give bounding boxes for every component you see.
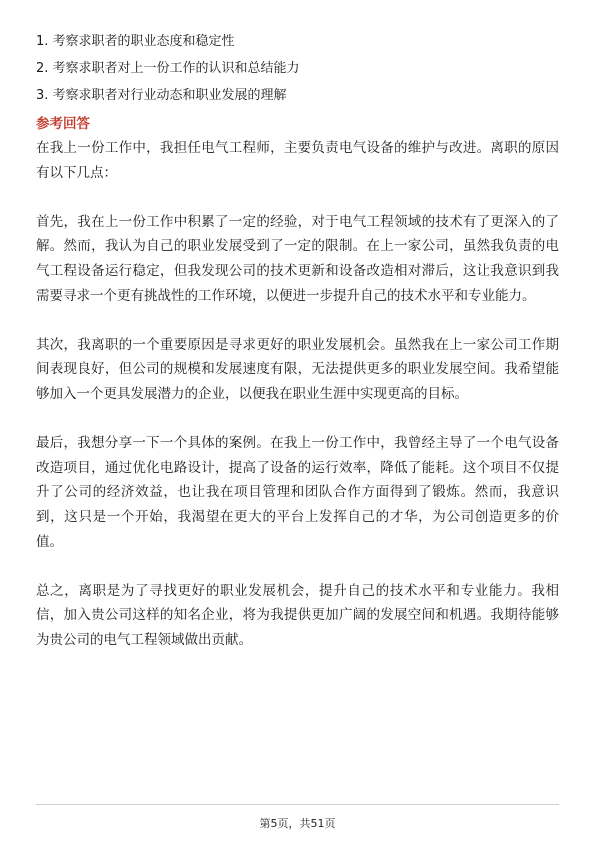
- answer-heading: 参考回答: [36, 116, 90, 132]
- page-number: 第5页，共51页: [259, 817, 336, 830]
- answer-paragraph: 其次，我离职的一个重要原因是寻求更好的职业发展机会。虽然我在上一家公司工作期间表现良好，但公司的规模和发展速度有限，无法提供更多的职业发展空间。我希望能够加入一个更具发展潜力的企业，以便我在职业生涯中实现更高的目标。: [36, 336, 559, 402]
- criteria-list: [36, 28, 559, 109]
- page-content: [36, 28, 559, 677]
- criteria-item: 2. 考察求职者对上一份工作的认识和总结能力: [36, 61, 300, 76]
- footer-divider: [36, 804, 559, 805]
- answer-paragraph: 总之，离职是为了寻找更好的职业发展机会，提升自己的技术水平和专业能力。我相信，加入贵公司这样的知名企业，将为我提供更加广阔的发展空间和机遇。我期待能够为贵公司的电气工程领域做出贡献。: [36, 582, 559, 648]
- criteria-item: 3. 考察求职者对行业动态和职业发展的理解: [36, 88, 287, 103]
- answer-paragraph: 最后，我想分享一下一个具体的案例。在我上一份工作中，我曾经主导了一个电气设备改造项目，通过优化电路设计，提高了设备的运行效率，降低了能耗。这个项目不仅提升了公司的经济效益，也让我在项目管理和团队合作方面得到了锻炼。然而，我意识到，这只是一个开始，我渴望在更大的平台上发挥自己的才华，为公司创造更多的价值。: [36, 435, 559, 550]
- answer-paragraph: 首先，我在上一份工作中积累了一定的经验，对于电气工程领域的技术有了更深入的了解。然而，我认为自己的职业发展受到了一定的限制。在上一家公司，虽然我负责的电气工程设备运行稳定，但我发现公司的技术更新和设备改造相对滞后，这让我意识到我需要寻求一个更有挑战性的工作环境，以便进一步提升自己的技术水平和专业能力。: [36, 213, 559, 304]
- criteria-item: 1. 考察求职者的职业态度和稳定性: [36, 34, 235, 49]
- answer-paragraph: 在我上一份工作中，我担任电气工程师，主要负责电气设备的维护与改进。离职的原因有以下几点：: [36, 140, 559, 181]
